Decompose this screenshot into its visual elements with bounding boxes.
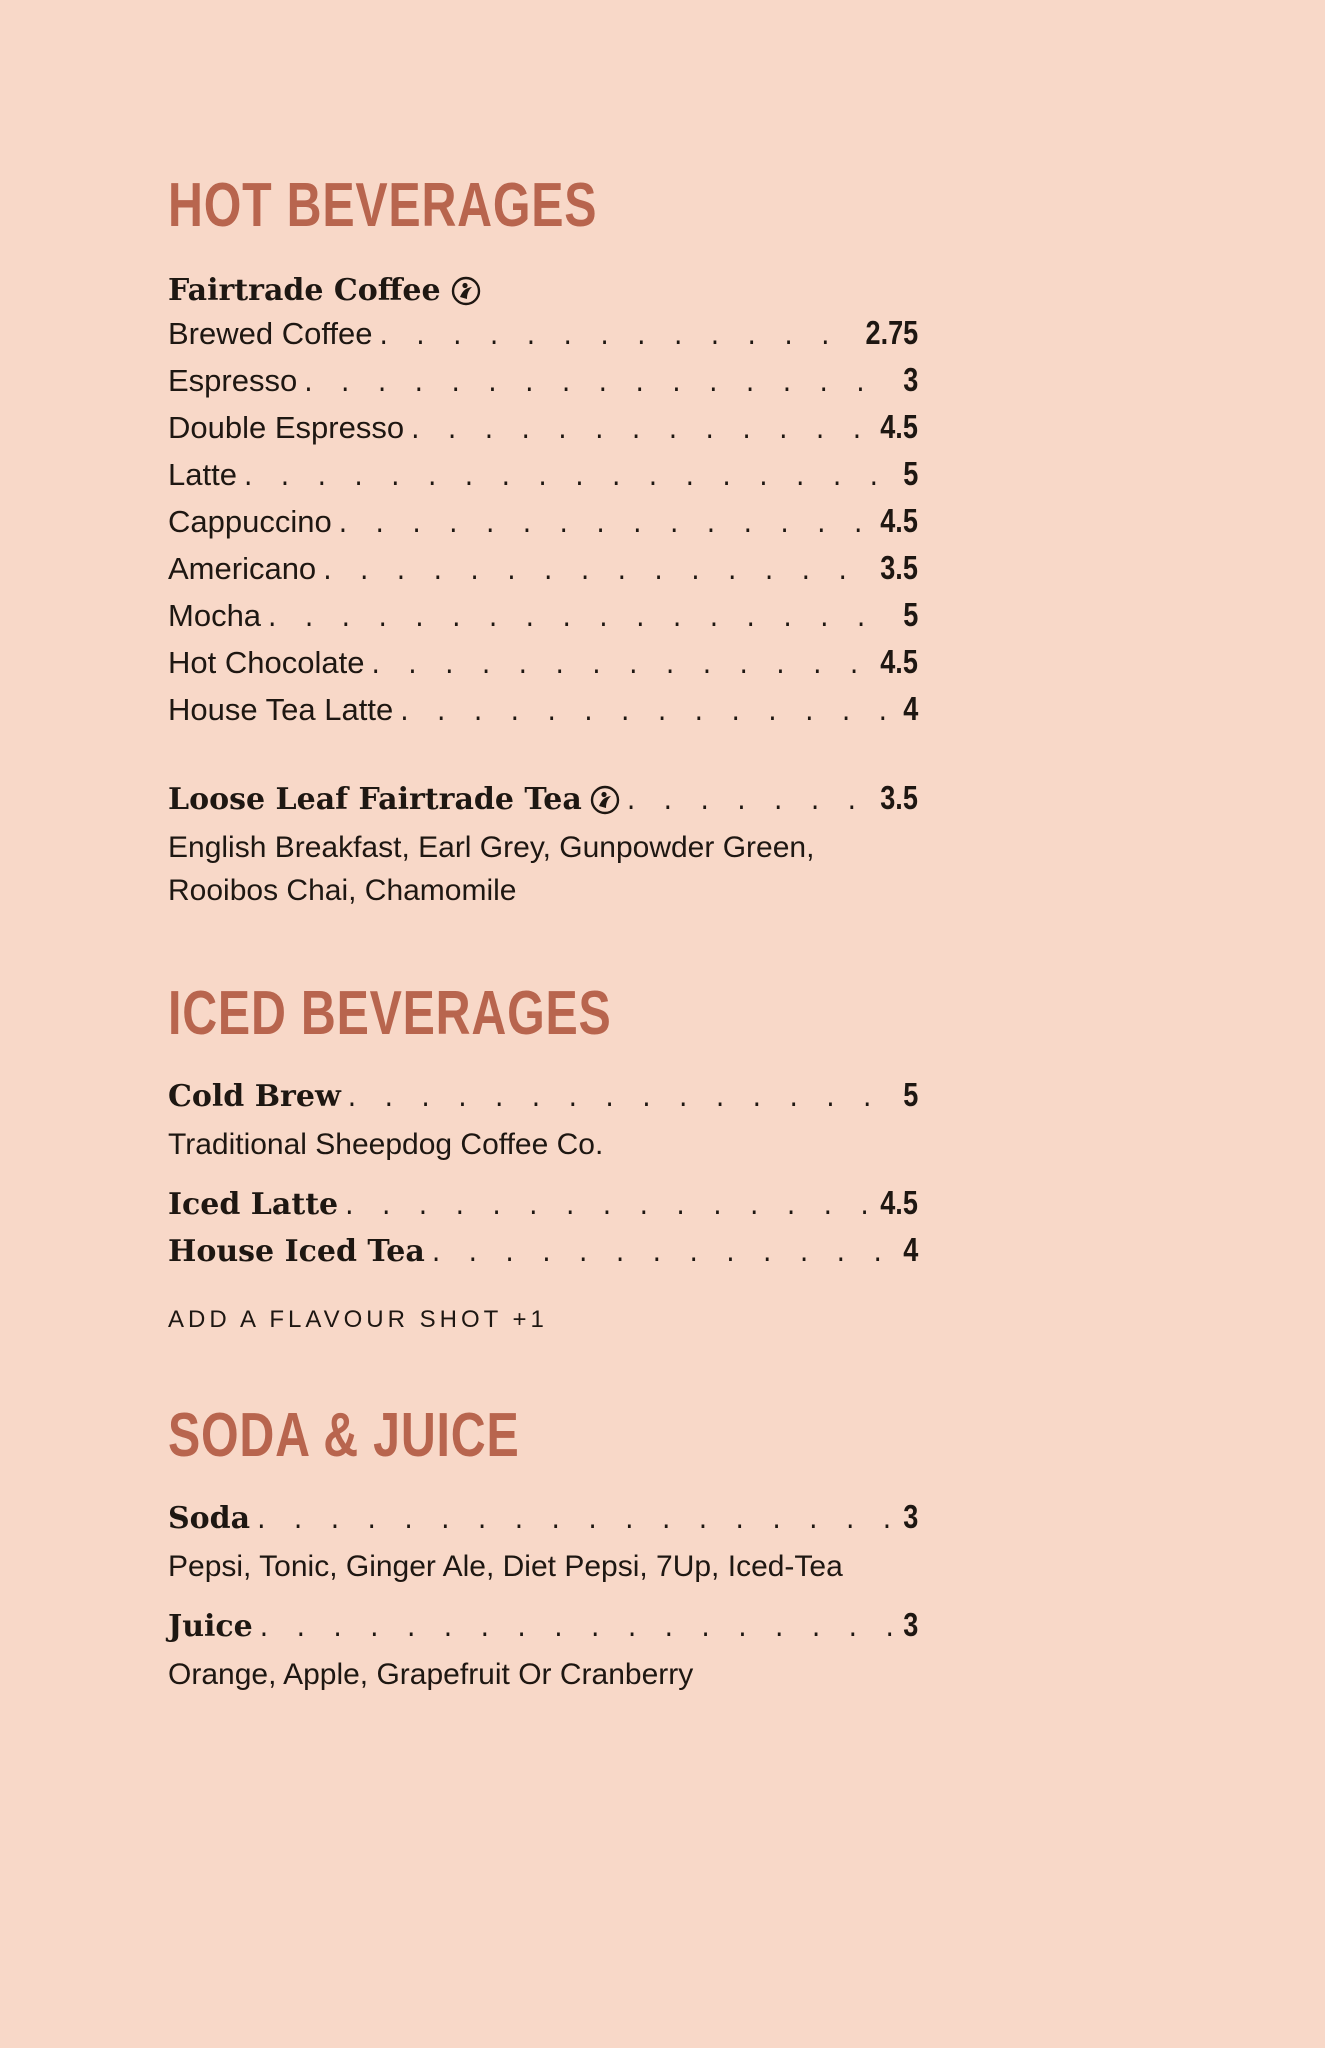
item-price: 4.5 [880, 502, 918, 539]
dot-leader [320, 560, 866, 587]
dot-leader [301, 372, 893, 399]
item-price: 3.5 [880, 779, 918, 816]
fairtrade-coffee-label: Fairtrade Coffee [168, 273, 441, 308]
item-price: 4 [902, 1231, 918, 1268]
tea-description-line-2: Rooibos Chai, Chamomile [168, 874, 517, 907]
menu-item-loose-leaf-tea [168, 779, 918, 826]
spacer [168, 1588, 918, 1606]
item-name: Soda [168, 1501, 251, 1536]
menu-item-cappuccino [168, 502, 918, 549]
item-price: 4.5 [880, 1184, 918, 1221]
soda-description: Pepsi, Tonic, Ginger Ale, Diet Pepsi, 7Up, Iced-Tea [168, 1550, 843, 1583]
spacer [168, 1166, 918, 1184]
tea-description-line-1: English Breakfast, Earl Grey, Gunpowder Green, [168, 831, 815, 864]
cold-brew-description: Traditional Sheepdog Coffee Co. [168, 1128, 604, 1161]
item-name: House Iced Tea [168, 1234, 425, 1269]
menu-item-double-espresso [168, 408, 918, 455]
dot-leader [624, 790, 866, 817]
dot-leader [265, 607, 894, 634]
menu-item-latte [168, 455, 918, 502]
item-price: 4 [902, 690, 918, 727]
item-name: Hot Chocolate [168, 645, 365, 680]
menu-item-espresso [168, 361, 918, 408]
fairtrade-coffee-heading [168, 268, 918, 314]
item-price: 3 [902, 361, 918, 398]
menu-item-house-tea-latte [168, 690, 918, 737]
menu-item-juice [168, 1606, 918, 1653]
menu-item-cold-brew [168, 1076, 918, 1123]
dot-leader [342, 1195, 866, 1222]
juice-description: Orange, Apple, Grapefruit Or Cranberry [168, 1658, 694, 1691]
dot-leader [254, 1509, 894, 1536]
item-price: 5 [902, 1076, 918, 1113]
dot-leader [429, 1242, 894, 1269]
spacer [168, 737, 918, 779]
item-name: Espresso [168, 363, 298, 398]
item-name: Mocha [168, 598, 262, 633]
item-price: 5 [902, 455, 918, 492]
fairtrade-icon [590, 785, 620, 815]
dot-leader [377, 325, 848, 352]
dot-leader [336, 513, 866, 540]
item-price: 3 [902, 1606, 918, 1643]
menu-item-brewed-coffee [168, 314, 918, 361]
menu-item-house-iced-tea [168, 1231, 918, 1278]
item-name-group [168, 782, 620, 817]
item-price: 4.5 [880, 408, 918, 445]
item-price: 4.5 [880, 643, 918, 680]
item-name: Latte [168, 457, 237, 492]
menu-item-iced-latte [168, 1184, 918, 1231]
menu [168, 170, 918, 1696]
flavour-shot-note: ADD A FLAVOUR SHOT +1 [168, 1306, 548, 1333]
menu-item-mocha [168, 596, 918, 643]
item-name: Cappuccino [168, 504, 332, 539]
spacer [168, 912, 918, 978]
soda-juice-heading: SODA & JUICE [168, 1401, 520, 1470]
spacer [168, 1334, 918, 1400]
item-price: 5 [902, 596, 918, 633]
item-name: Brewed Coffee [168, 316, 373, 351]
item-name: Iced Latte [168, 1187, 339, 1222]
menu-item-americano [168, 549, 918, 596]
dot-leader [368, 654, 866, 681]
dot-leader [345, 1087, 894, 1114]
hot-items-list [168, 314, 918, 737]
hot-beverages-heading: HOT BEVERAGES [168, 171, 598, 240]
dot-leader [397, 701, 893, 728]
item-name: Loose Leaf Fairtrade Tea [168, 782, 582, 817]
fairtrade-icon [451, 276, 481, 306]
dot-leader [257, 1617, 894, 1644]
item-name: Juice [168, 1609, 253, 1644]
item-price: 3 [902, 1498, 918, 1535]
dot-leader [408, 419, 866, 446]
iced-beverages-heading: ICED BEVERAGES [168, 979, 612, 1048]
item-price: 3.5 [880, 549, 918, 586]
item-price: 2.75 [865, 314, 918, 351]
item-name: Americano [168, 551, 317, 586]
item-name: House Tea Latte [168, 692, 394, 727]
item-name: Cold Brew [168, 1079, 341, 1114]
item-name: Double Espresso [168, 410, 405, 445]
menu-item-soda [168, 1498, 918, 1545]
dot-leader [241, 466, 894, 493]
menu-item-hot-chocolate [168, 643, 918, 690]
